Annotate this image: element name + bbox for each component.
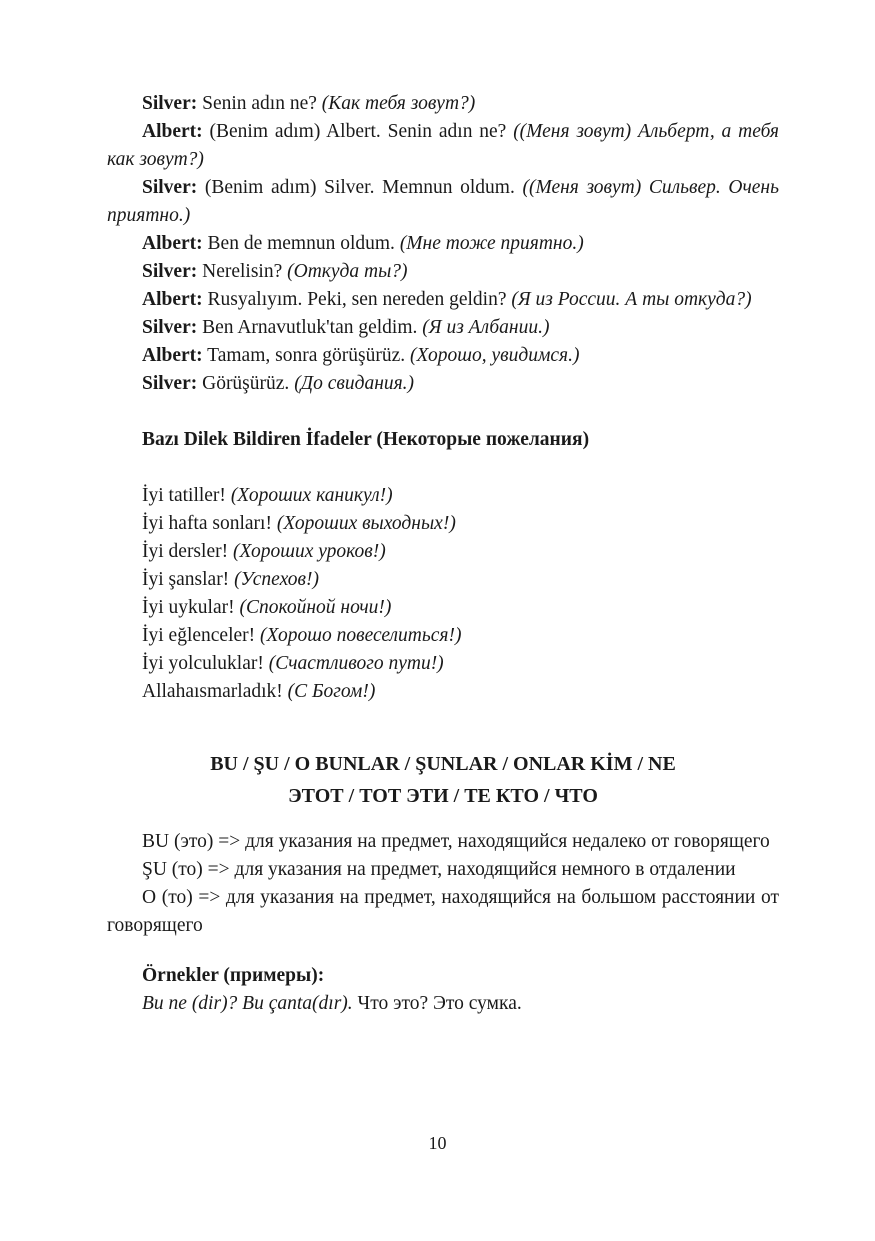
speaker: Silver: — [142, 261, 198, 282]
dialogue-line — [107, 174, 779, 230]
speaker: Silver: — [142, 177, 198, 198]
speaker: Albert: — [142, 289, 203, 310]
turkish-text: İyi uykular! — [142, 597, 240, 618]
explanations — [107, 828, 779, 940]
dialogue-line — [107, 118, 779, 174]
section-title-line1: BU / ŞU / O BUNLAR / ŞUNLAR / ONLAR KİM / NE — [210, 753, 676, 775]
section-title — [107, 748, 779, 812]
russian-translation: (Хороших выходных!) — [276, 513, 456, 534]
turkish-text: Görüşürüz. — [197, 373, 295, 394]
russian-translation: (Счастливого пути!) — [268, 653, 444, 674]
wishes-heading: Bazı Dilek Bildiren İfadeler (Некоторые пожелания) — [142, 429, 590, 450]
dialogue-line — [107, 230, 779, 258]
example-russian: Что это? Это сумка. — [352, 993, 522, 1014]
speaker: Silver: — [142, 317, 198, 338]
example-line — [142, 990, 779, 1018]
speaker: Silver: — [142, 373, 198, 394]
russian-translation: (Хорошо повеселиться!) — [260, 625, 462, 646]
examples-heading: Örnekler (примеры): — [142, 965, 325, 986]
russian-translation: (Откуда ты?) — [287, 261, 408, 282]
turkish-text: İyi şanslar! — [142, 569, 235, 590]
speaker: Albert: — [142, 345, 203, 366]
wish-item — [142, 622, 779, 650]
speaker: Silver: — [142, 93, 198, 114]
wish-item — [142, 538, 779, 566]
turkish-text: Nerelisin? — [197, 261, 288, 282]
dialogue-line — [107, 258, 779, 286]
dialogue-line — [107, 370, 779, 398]
dialogue-line — [107, 342, 779, 370]
russian-translation: (Я из Албании.) — [422, 317, 550, 338]
russian-translation: (Я из России. А ты откуда?) — [511, 289, 752, 310]
russian-translation: (Успехов!) — [234, 569, 319, 590]
turkish-text: Rusyalıyım. Peki, sen nereden geldin? — [202, 289, 512, 310]
wishes-list — [107, 482, 779, 706]
dialogue-line — [107, 90, 779, 118]
turkish-text: İyi eğlenceler! — [142, 625, 261, 646]
section-title-line2: ЭТОТ / ТОТ ЭТИ / ТЕ КТО / ЧТО — [288, 785, 598, 807]
russian-translation: (Хороших уроков!) — [232, 541, 386, 562]
wish-item — [142, 678, 779, 706]
dialogue-line — [107, 314, 779, 342]
turkish-text: İyi hafta sonları! — [142, 513, 277, 534]
page-number: 10 — [428, 1133, 447, 1153]
explanation-paragraph: BU (это) => для указания на предмет, находящийся недалеко от говорящего — [142, 831, 770, 852]
russian-translation: ((Меня зовут) Альберт, а тебя как зовут?) — [107, 121, 779, 170]
turkish-text: Allahaısmarladık! — [142, 681, 288, 702]
turkish-text: (Benim adım) Albert. Senin adın ne? — [202, 121, 514, 142]
explanation-paragraph: ŞU (то) => для указания на предмет, находящийся немного в отдалении — [142, 859, 736, 880]
russian-translation: (Хорошо, увидимся.) — [409, 345, 580, 366]
speaker: Albert: — [142, 233, 203, 254]
dialogue — [107, 90, 779, 398]
wish-item — [142, 594, 779, 622]
page-content — [107, 90, 779, 1018]
turkish-text: İyi yolculuklar! — [142, 653, 269, 674]
russian-translation: (Спокойной ночи!) — [239, 597, 392, 618]
wish-item — [142, 650, 779, 678]
russian-translation: ((Меня зовут) Сильвер. Очень приятно.) — [107, 177, 779, 226]
example-turkish: Bu ne (dir)? Bu çanta(dır). — [142, 993, 353, 1014]
turkish-text: Ben de memnun oldum. — [202, 233, 400, 254]
turkish-text: Ben Arnavutluk'tan geldim. — [197, 317, 423, 338]
russian-translation: (С Богом!) — [287, 681, 376, 702]
turkish-text: Tamam, sonra görüşürüz. — [202, 345, 410, 366]
dialogue-line — [107, 286, 779, 314]
turkish-text: İyi dersler! — [142, 541, 233, 562]
turkish-text: İyi tatiller! — [142, 485, 231, 506]
russian-translation: (Хороших каникул!) — [230, 485, 393, 506]
wish-item — [142, 566, 779, 594]
russian-translation: (Как тебя зовут?) — [321, 93, 476, 114]
speaker: Albert: — [142, 121, 203, 142]
wish-item — [142, 482, 779, 510]
wish-item — [142, 510, 779, 538]
russian-translation: (До свидания.) — [294, 373, 415, 394]
russian-translation: (Мне тоже приятно.) — [399, 233, 584, 254]
turkish-text: Senin adın ne? — [197, 93, 322, 114]
turkish-text: (Benim adım) Silver. Memnun oldum. — [197, 177, 523, 198]
explanation-paragraph: O (то) => для указания на предмет, находящийся на большом расстоянии от говорящего — [107, 887, 779, 936]
